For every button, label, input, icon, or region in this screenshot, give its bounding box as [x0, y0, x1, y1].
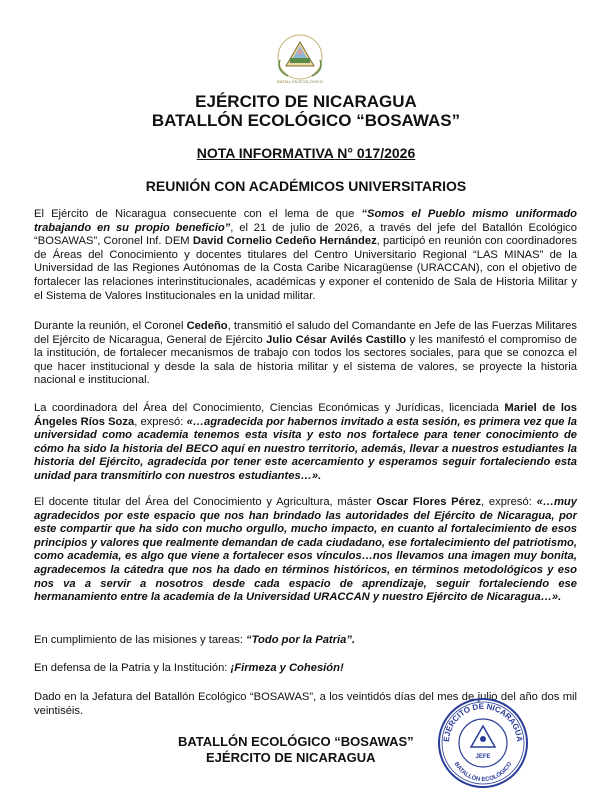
army-emblem-logo — [268, 30, 332, 86]
logo-text: BATALLÓN ECOLÓGICO — [277, 79, 323, 84]
paragraph-date: Dado en la Jefatura del Batallón Ecológico “BOSAWAS”, a los veintidós días del mes de julio del año dos mil veintiséis. — [34, 691, 577, 717]
svg-text:BATALLÓN ECOLÓGICO — [453, 761, 514, 783]
paragraph-2: Durante la reunión, el Coronel Cedeño, transmitió el saludo del Comandante en Jefe de las Fuerzas Militares del Ejército de Nicaragua, General de Ejército Julio César Avilés Castillo y les manifestó el compromiso de la institución, de fortalecer mecanismos de trabajo con todos los sectores sociales, para que se conozca el que hacer institucional y desde la sala de historia militar y el sistema de valores, se proyecte la historia nacional e institucional. — [34, 320, 577, 387]
signature-battalion: BATALLÓN ECOLÓGICO “BOSAWAS” — [178, 734, 414, 749]
document-subtitle: REUNIÓN CON ACADÉMICOS UNIVERSITARIOS — [145, 178, 467, 194]
seal-top-text: EJÉRCITO DE NICARAGUA — [441, 701, 525, 743]
official-seal-stamp — [437, 697, 529, 789]
paragraph-1: El Ejército de Nicaragua consecuente con el lema de que “Somos el Pueblo mismo uniformado trabajando en su propio beneficio”, el 21 de julio de 2026, a través del jefe del Batallón Ecológico “BOSAWAS”, Coronel Inf. DEM David Cornelio Cedeño Hernández, participó en reunión con coordinadores de Áreas del Conocimiento y docentes titulares del Centro Universitario Regional “LAS MINAS” de la Universidad de las Regiones Autónomas de la Costa Caribe Nicaragüense (URACCAN), con el objetivo de fortalecer las relaciones interinstitucionales, académicas y exponer el contenido de Sala de Historia Militar y el Sistema de Valores Institucionales en la unidad militar. — [34, 208, 577, 302]
nota-number: NOTA INFORMATIVA N° 017/2026 — [196, 145, 416, 161]
seal-center-text: JEFE — [475, 754, 491, 760]
paragraph-motto-1: En cumplimiento de las misiones y tareas: “Todo por la Patria”. — [34, 634, 356, 646]
paragraph-3: La coordinadora del Área del Conocimiento, Ciencias Económicas y Jurídicas, licenciada Mariel de los Ángeles Ríos Soza, expresó: «…agradecida por habernos invitado a esta sesión, es primera vez que la universidad como academia tenemos esta visita y esto nos fortalece para tener conocimiento de cómo ha sido la historia del BECO aquí en nuestro territorio, además, llevar a nuestros estudiantes la historia del Ejército, agradecida por tener este acercamiento y esperamos seguir fortaleciendo esta unidad para transmitirlo con nuestros estudiantes…». — [34, 402, 578, 482]
seal-bottom-text: BATALLÓN ECOLÓGICO — [452, 761, 514, 784]
header-battalion: BATALLÓN ECOLÓGICO “BOSAWAS” — [151, 111, 461, 130]
paragraph-4: El docente titular del Área del Conocimiento y Agricultura, máster Oscar Flores Pérez, expresó: «…muy agradecidos por este espacio que nos han brindado las autoridades del Ejército de Nicaragua, por este compartir que ha sido con mucho orgullo, mucho impacto, en cuanto al fortalecimiento de esos principios y valores que realmente demandan de cada ciudadano, ese fortalecimiento del patriotismo, como academia, es algo que viene a fortalecer esos vínculos…nos llevamos una imagen muy bonita, agradecemos la cátedra que nos ha dado en términos históricos, en términos metodológicos y eso nos va a servir a nosotros desde cada espacio de aprendizaje, seguir fortaleciendo ese hermanamiento entre la academia de la Universidad URACCAN y nuestro Ejército de Nicaragua…». — [34, 496, 577, 604]
header-army: EJÉRCITO DE NICARAGUA — [195, 92, 417, 111]
signature-army: EJÉRCITO DE NICARAGUA — [206, 750, 376, 765]
paragraph-motto-2: En defensa de la Patria y la Institución: ¡Firmeza y Cohesión! — [34, 662, 344, 674]
